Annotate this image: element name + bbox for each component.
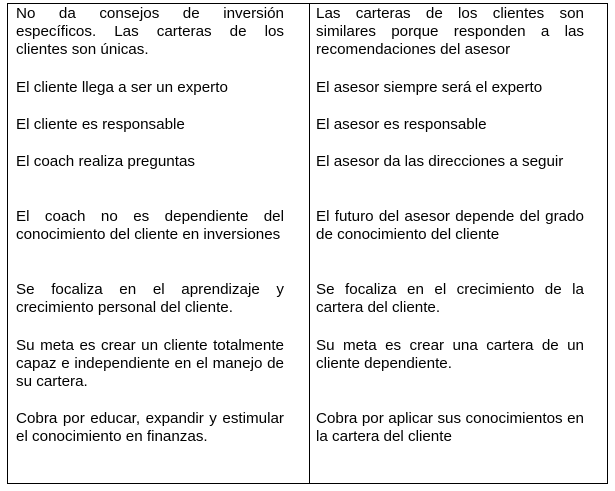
right-item-4: El asesor da las direcciones a seguir	[316, 153, 564, 170]
left-item-6: Se focaliza en el aprendizaje y crecimiento personal del cliente.	[16, 281, 284, 317]
left-item-1: No da consejos de inversión específicos. Las carteras de los clientes son únicas.	[16, 5, 284, 59]
right-item-5: El futuro del asesor depende del grado de conocimiento del cliente	[316, 208, 584, 244]
left-item-5: El coach no es dependiente del conocimiento del cliente en inversiones	[16, 208, 284, 244]
column-divider	[309, 4, 310, 483]
right-item-8: Cobra por aplicar sus conocimientos en la cartera del cliente	[316, 410, 584, 446]
left-item-3: El cliente es responsable	[16, 116, 185, 133]
left-item-8: Cobra por educar, expandir y estimular el conocimiento en finanzas.	[16, 410, 284, 446]
right-item-6: Se focaliza en el crecimiento de la cartera del cliente.	[316, 281, 584, 317]
left-item-7: Su meta es crear un cliente totalmente capaz e independiente en el manejo de su cartera.	[16, 337, 284, 391]
right-item-1: Las carteras de los clientes son similares porque responden a las recomendaciones del asesor	[316, 5, 584, 59]
right-item-3: El asesor es responsable	[316, 116, 487, 133]
left-item-2: El cliente llega a ser un experto	[16, 79, 228, 96]
right-item-7: Su meta es crear una cartera de un cliente dependiente.	[316, 337, 584, 373]
right-item-2: El asesor siempre será el experto	[316, 79, 543, 96]
comparison-table	[7, 3, 608, 484]
left-item-4: El coach realiza preguntas	[16, 153, 195, 170]
